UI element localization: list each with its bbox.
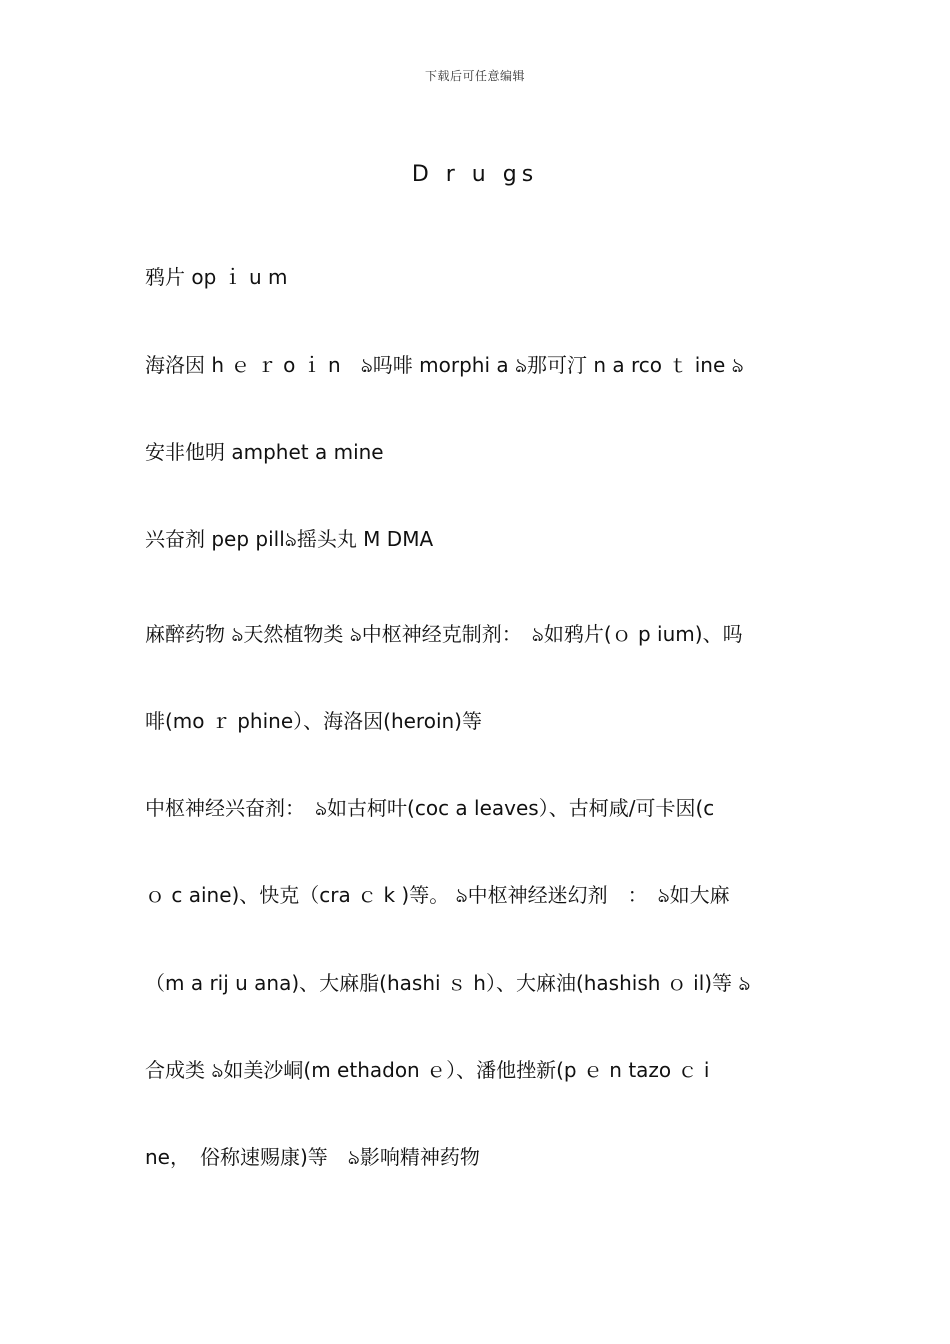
- line-stimulants: 中枢神经兴奋剂： ঌ如古柯叶(coc a leaves）、古柯咸/可卡因(c: [145, 796, 715, 820]
- line-psychotropic: ne， 俗称速赐康)等 ঌ影响精神药物: [145, 1145, 480, 1169]
- line-narcotics: 麻醉药物 ঌ天然植物类 ঌ中枢神经克制剂： ঌ如鸦片(ｏ p ium)、吗: [145, 622, 743, 646]
- document-title: D r u gs: [411, 162, 539, 187]
- page-header: 下载后可任意编辑: [424, 69, 525, 83]
- line-marijuana: （m a rij u ana)、大麻脂(hashi ｓ h）、大麻油(hashish ｏ il)等 ঌ: [145, 971, 751, 995]
- line-cocaine: ｏ c aine)、快克（cra ｃ k )等。 ঌ中枢神经迷幻剂 ： ঌ如大麻: [145, 883, 730, 907]
- line-morphine: 啡(mo ｒ phine）、海洛因(heroin)等: [145, 709, 482, 733]
- line-opium: 鸦片 op ｉ u m: [145, 265, 288, 289]
- line-amphetamine: 安非他明 amphet a mine: [145, 440, 384, 464]
- line-heroin: 海洛因 h ｅ ｒ o ｉ n ঌ吗啡 morphi a ঌ那可汀 n a rco ｔ ine ঌ: [145, 353, 744, 377]
- line-pep-pill: 兴奋剂 pep pillঌ摇头丸 M DMA: [145, 527, 434, 551]
- line-synthetic: 合成类 ঌ如美沙峒(m ethadon ｅ）、潘他挫新(p ｅ n tazo ｃ i: [145, 1058, 710, 1082]
